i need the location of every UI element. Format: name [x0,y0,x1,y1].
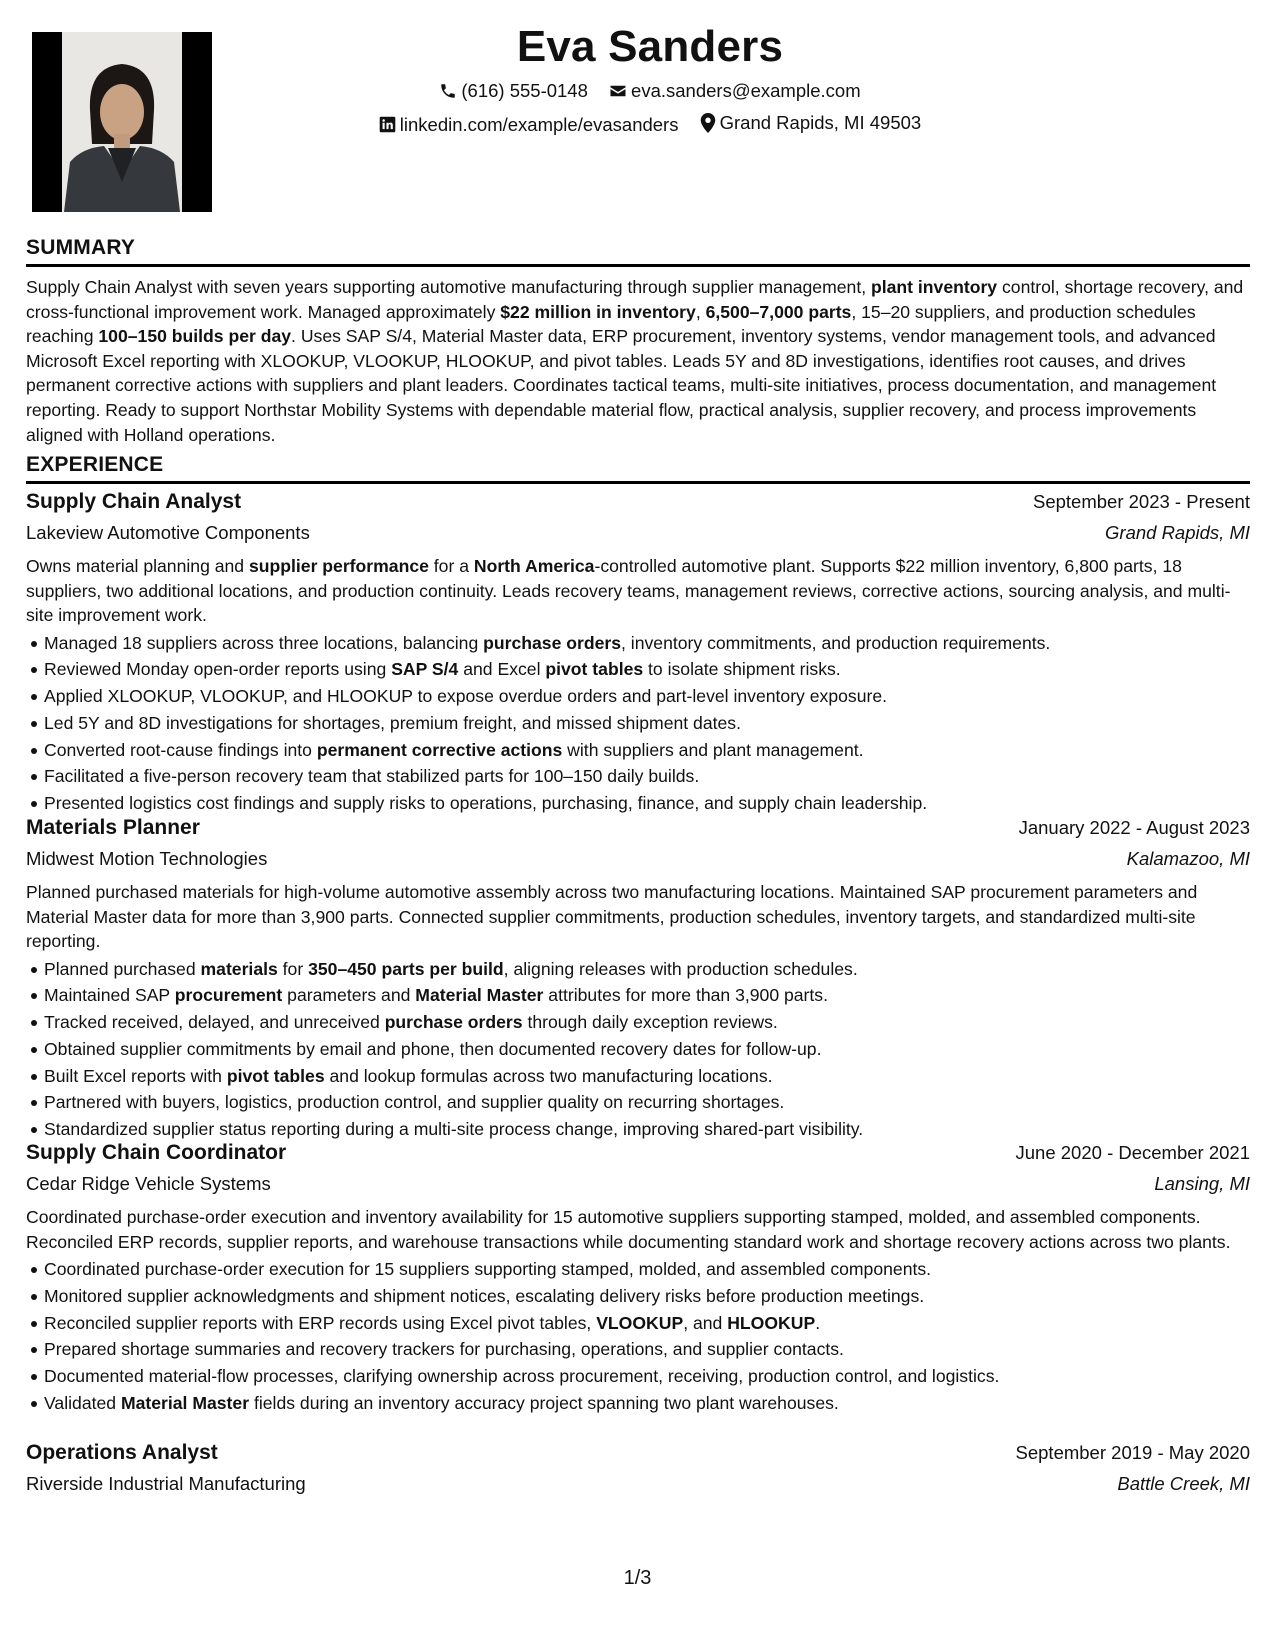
job-entry [26,490,1250,817]
summary-text-1: Supply Chain Analyst with seven years supporting automotive manufacturing through supplier management, [26,277,871,297]
bullet-item: Facilitated a five-person recovery team that stabilized parts for 100–150 daily builds. [26,763,1250,790]
job-title: Supply Chain Analyst [26,490,242,513]
email-address[interactable]: eva.sanders@example.com [631,80,861,101]
summary-text-3: , [695,301,706,322]
job-entry [26,1441,1250,1495]
desc-text: -controlled automotive plant. Supports $22 million inventory, 6,800 parts, 18 suppliers, two additional locations, and production continuity. Leads recovery teams, management reviews, corrective actions, sourcing analysis, and multi-site improvement work. [26,556,1231,625]
job-dates: June 2020 - December 2021 [1015,1142,1250,1163]
job-description [26,554,1250,628]
bullet-item: Managed 18 suppliers across three locations, balancing purchase orders, inventory commitments, and production requirements. [26,630,1250,657]
bullet-item: Obtained supplier commitments by email and phone, then documented recovery dates for follow-up. [26,1036,1250,1063]
summary-text-4: , 15–20 suppliers, and production schedules reaching [26,301,1196,347]
bullet-item: Maintained SAP procurement parameters and Material Master attributes for more than 3,900 parts. [26,982,1250,1009]
bullet-item: Presented logistics cost findings and supply risks to operations, purchasing, finance, and supply chain leadership. [26,790,1250,817]
summary-section [26,236,1250,447]
linkedin-icon [379,116,396,133]
experience-section [26,453,1250,484]
job-location: Battle Creek, MI [1117,1473,1250,1494]
desc-text: Coordinated purchase-order execution and inventory availability for 15 automotive suppliers supporting stamped, molded, and assembled components. Reconciled ERP records, supplier reports, and warehouse transactions while documenting standard work and shortage recovery actions across two plants. [26,1207,1231,1252]
phone-number: (616) 555-0148 [461,80,588,101]
job-dates: September 2023 - Present [1033,491,1250,512]
bullet-item: Monitored supplier acknowledgments and shipment notices, escalating delivery risks before production meetings. [26,1283,1250,1310]
contact-row-1 [250,80,1050,105]
job-description [26,1205,1250,1254]
desc-bold: North America [473,556,595,576]
job-bullets [26,956,1250,1144]
summary-text-2: control, shortage recovery, and cross-functional improvement work. Managed approximately [26,277,1244,322]
job-location: Grand Rapids, MI [1105,522,1250,543]
job-location: Lansing, MI [1154,1173,1250,1194]
job-dates: January 2022 - August 2023 [1018,817,1250,838]
bullet-item: Built Excel reports with pivot tables and lookup formulas across two manufacturing locations. [26,1063,1250,1090]
job-description [26,880,1250,954]
bullet-item: Planned purchased materials for 350–450 parts per build, aligning releases with production schedules. [26,956,1250,983]
page-number: 1/3 [623,1567,652,1589]
summary-bold-1: plant inventory [870,277,998,297]
map-pin-icon [700,113,716,133]
bullet-item: Coordinated purchase-order execution for 15 suppliers supporting stamped, molded, and assembled components. [26,1256,1250,1283]
bullet-item: Converted root-cause findings into permanent corrective actions with suppliers and plant management. [26,737,1250,764]
contact-phone [439,80,588,102]
bullet-item: Documented material-flow processes, clarifying ownership across procurement, receiving, production control, and logistics. [26,1363,1250,1390]
contact-linkedin[interactable] [379,114,679,136]
experience-heading: EXPERIENCE [26,453,1250,484]
contact-email[interactable] [609,80,861,102]
job-dates: September 2019 - May 2020 [1015,1442,1250,1463]
desc-text: for a [428,556,474,576]
bullet-item: Partnered with buyers, logistics, production control, and supplier quality on recurring shortages. [26,1089,1250,1116]
summary-paragraph [26,275,1250,447]
bullet-item: Prepared shortage summaries and recovery trackers for purchasing, operations, and supplier contacts. [26,1336,1250,1363]
job-company: Riverside Industrial Manufacturing [26,1473,306,1494]
candidate-name: Eva Sanders [516,22,784,71]
location-text: Grand Rapids, MI 49503 [719,112,922,133]
phone-icon [439,82,457,100]
summary-bold-3: 6,500–7,000 parts [705,301,852,322]
job-title: Materials Planner [26,816,200,839]
job-bullets [26,1256,1250,1417]
job-company: Cedar Ridge Vehicle Systems [26,1173,271,1194]
profile-photo [32,32,212,212]
bullet-item: Reconciled supplier reports with ERP records using Excel pivot tables, VLOOKUP, and HLOOKUP. [26,1310,1250,1337]
bullet-item: Led 5Y and 8D investigations for shortages, premium freight, and missed shipment dates. [26,710,1250,737]
summary-bold-4: 100–150 builds per day [98,326,292,347]
job-bullets [26,630,1250,818]
job-entry [26,816,1250,1143]
summary-bold-2: $22 million in inventory [500,301,696,322]
bullet-item: Applied XLOOKUP, VLOOKUP, and HLOOKUP to expose overdue orders and part-level inventory exposure. [26,683,1250,710]
contact-location [700,112,922,134]
bullet-item: Validated Material Master fields during an inventory accuracy project spanning two plant warehouses. [26,1390,1250,1417]
bullet-item: Standardized supplier status reporting during a multi-site process change, improving shared-part visibility. [26,1116,1250,1143]
summary-heading: SUMMARY [26,236,1250,267]
job-location: Kalamazoo, MI [1126,848,1250,869]
job-company: Lakeview Automotive Components [26,522,310,543]
bullet-item: Reviewed Monday open-order reports using SAP S/4 and Excel pivot tables to isolate shipment risks. [26,656,1250,683]
job-company: Midwest Motion Technologies [26,848,268,869]
contact-row-2 [250,112,1050,138]
linkedin-url[interactable]: linkedin.com/example/evasanders [399,113,679,135]
bullet-item: Tracked received, delayed, and unreceived purchase orders through daily exception reviews. [26,1009,1250,1036]
envelope-icon [609,82,627,100]
desc-bold: supplier performance [248,556,429,576]
summary-text-5: . Uses SAP S/4, Material Master data, ERP procurement, inventory systems, vendor management tools, and advanced Microsoft Excel reporting with XLOOKUP, VLOOKUP, HLOOKUP, and pivot tables. Leads 5Y and 8D investigations, identifies root causes, and drives permanent corrective actions with suppliers and plant leaders. Coordinates tactical teams, multi-site initiatives, process documentation, and management reporting. Ready to support Northstar Mobility Systems with dependable material flow, practical analysis, supplier recovery, and process improvements aligned with Holland operations. [26,326,1217,445]
job-title: Supply Chain Coordinator [26,1141,287,1164]
job-entry [26,1141,1250,1417]
desc-text: Planned purchased materials for high-volume automotive assembly across two manufacturing locations. Maintained SAP procurement parameters and Material Master data for more than 3,900 parts. Connected supplier commitments, production schedules, inventory targets, and standardized multi-site reporting. [26,882,1198,951]
job-title: Operations Analyst [26,1441,218,1464]
desc-text: Owns material planning and [26,556,249,576]
